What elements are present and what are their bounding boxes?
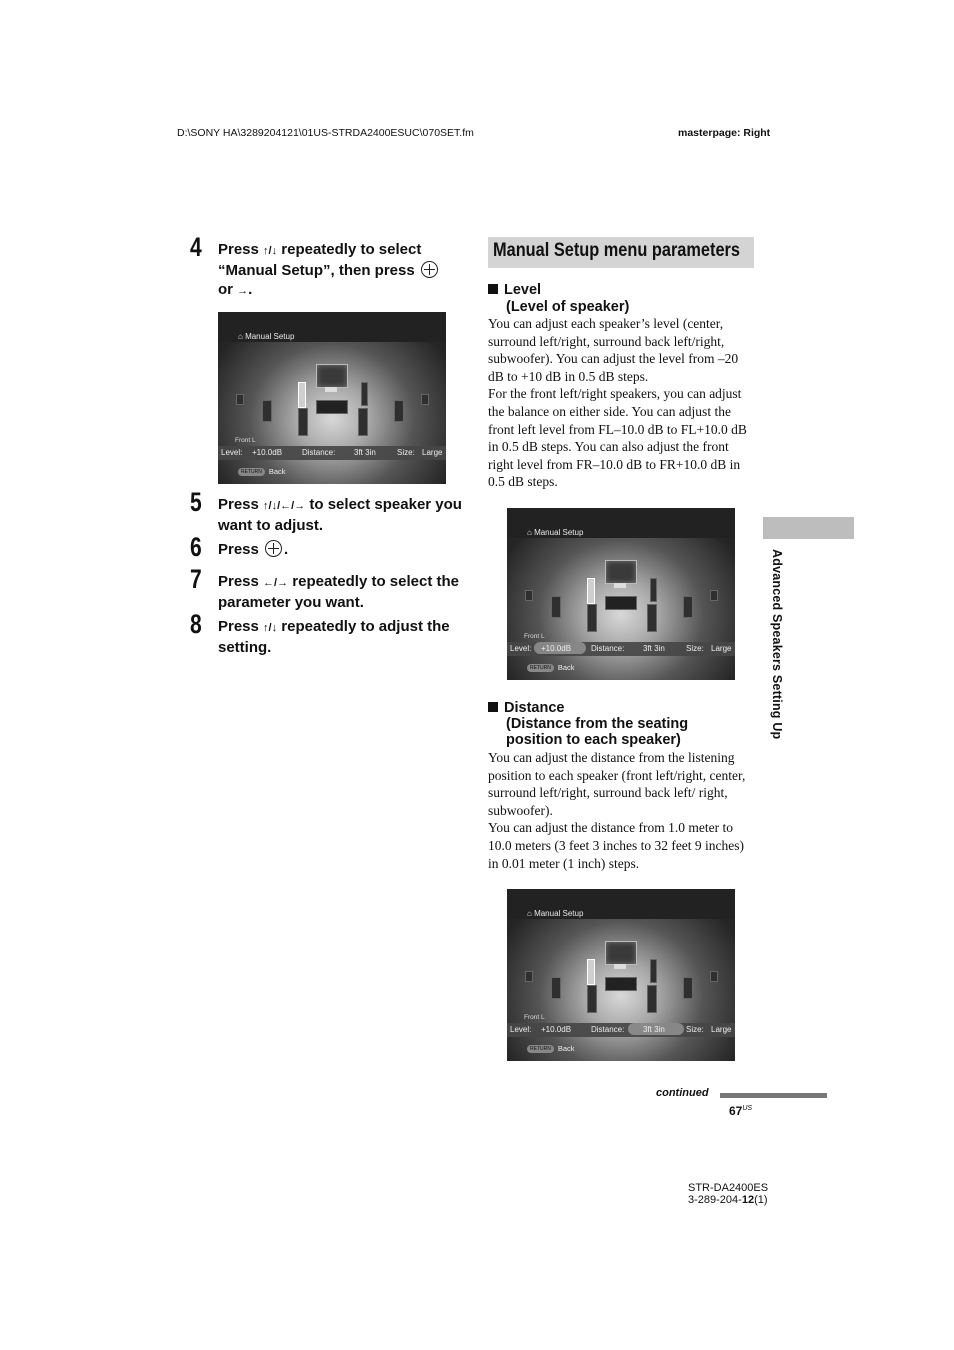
step-number: 6 — [190, 532, 202, 562]
status-bar: Level: +10.0dB Distance: 3ft 3in Size: Large — [218, 446, 446, 460]
surround-back-right-speaker-icon — [394, 400, 404, 422]
speaker-icon — [587, 985, 597, 1013]
tv-icon — [316, 364, 348, 388]
step-number: 7 — [190, 564, 202, 594]
bullet-square-icon — [488, 284, 498, 294]
step-number: 8 — [190, 609, 202, 639]
screen-title: ⌂ Manual Setup — [527, 909, 584, 918]
selected-speaker-label: Front L — [524, 633, 545, 640]
distance-subheading: (Distance from the seating — [506, 716, 689, 732]
center-speaker-icon — [605, 977, 637, 991]
surround-back-right-speaker-icon — [683, 977, 693, 999]
front-left-speaker-icon — [298, 382, 306, 408]
right-arrow-icon: → — [237, 285, 249, 297]
step-instruction: Press ↑/↓/←/→ to select speaker you want to adjust. — [218, 496, 462, 534]
status-bar: Level: +10.0dB Distance: 3ft 3in Size: Large — [507, 642, 735, 656]
speaker-icon — [587, 604, 597, 632]
return-hint: RETURN Back — [238, 467, 286, 476]
return-hint: RETURN Back — [527, 663, 575, 672]
front-left-speaker-icon — [587, 959, 595, 985]
masterpage-label: masterpage: Right — [678, 127, 771, 139]
surround-right-speaker-icon — [710, 971, 718, 982]
tv-icon — [605, 560, 637, 584]
selected-speaker-label: Front L — [524, 1014, 545, 1021]
page-number: $67^{US}$ — [729, 1104, 753, 1118]
level-screenshot — [507, 508, 735, 680]
front-right-speaker-icon — [361, 382, 368, 406]
bullet-square-icon — [488, 702, 498, 712]
center-speaker-icon — [316, 400, 348, 414]
selected-speaker-label: Front L — [235, 437, 256, 444]
left-right-arrow-icon: ←/→ — [263, 577, 289, 589]
speaker-icon — [358, 408, 368, 436]
enter-button-icon — [421, 261, 438, 278]
document-code: 3-289-204-12(1) — [688, 1194, 768, 1206]
speaker-icon — [298, 408, 308, 436]
distance-screenshot — [507, 889, 735, 1061]
tv-icon — [605, 941, 637, 965]
continued-label: continued — [656, 1087, 709, 1099]
chapter-label: Advanced Speakers Setting Up — [770, 549, 784, 740]
level-description: You can adjust each speaker’s level (center, surround left/right, surround back left/right, subwoofer). You can adjust the level from –20 dB to +10 dB in 0.5 dB steps. For the front left/right speakers, you can adjust the balance on either side. You can adjust the front left level from FL–10.0 dB to FL+10.0 dB in 0.5 dB steps. You can also adjust the front right level from FR–10.0 dB to FR+10.0 dB in 0.5 dB steps. — [488, 316, 747, 490]
center-speaker-icon — [605, 596, 637, 610]
step-instruction — [218, 240, 468, 301]
step-number: 5 — [190, 487, 202, 517]
status-bar: Level: +10.0dB Distance: 3ft 3in Size: Large — [507, 1023, 735, 1037]
surround-left-speaker-icon — [236, 394, 244, 405]
surround-back-left-speaker-icon — [262, 400, 272, 422]
front-left-speaker-icon — [587, 578, 595, 604]
surround-back-right-speaker-icon — [683, 596, 693, 618]
continued-bar — [720, 1093, 827, 1098]
file-path: D:\SONY HA\3289204121\01US-STRDA2400ESUC\070SET.fm — [177, 127, 474, 139]
surround-left-speaker-icon — [525, 971, 533, 982]
up-down-arrow-icon: ↑/↓ — [263, 245, 278, 257]
distance-description: You can adjust the distance from the listening position to each speaker (front left/right, center, surround left/right, surround back left/ right, subwoofer). You can adjust the distance from 1.0 meter to 10.0 meters (3 feet 3 inches to 32 feet 9 inches) in 0.01 meter (1 inch) steps. — [488, 750, 746, 871]
up-down-arrow-icon: ↑/↓ — [263, 622, 278, 634]
return-hint: RETURN Back — [527, 1044, 575, 1053]
step-text-part: . — [248, 281, 253, 298]
step-number: 4 — [190, 232, 202, 262]
section-heading: Manual Setup menu parameters — [488, 237, 754, 268]
step-instruction: Press ←/→ repeatedly to select the parameter you want. — [218, 573, 460, 611]
step-instruction: Press ↑/↓ repeatedly to adjust the setting. — [218, 618, 450, 656]
screen-title: ⌂ Manual Setup — [527, 528, 584, 537]
level-heading: Level — [488, 282, 541, 298]
surround-right-speaker-icon — [421, 394, 429, 405]
distance-subheading: position to each speaker) — [506, 732, 681, 748]
direction-arrows-icon: ↑/↓/←/→ — [263, 500, 306, 512]
chapter-tab — [763, 517, 854, 539]
step-text-part: repeatedly to select “Manual Setup”, then press — [218, 241, 422, 279]
front-right-speaker-icon — [650, 578, 657, 602]
surround-left-speaker-icon — [525, 590, 533, 601]
level-subheading: (Level of speaker) — [506, 299, 630, 315]
speaker-icon — [647, 604, 657, 632]
screen-title: ⌂ Manual Setup — [238, 332, 295, 341]
surround-right-speaker-icon — [710, 590, 718, 601]
distance-heading: Distance — [488, 700, 564, 716]
front-right-speaker-icon — [650, 959, 657, 983]
enter-button-icon — [265, 540, 282, 557]
step-text-part: Press — [218, 241, 264, 258]
model-number: STR-DA2400ES — [688, 1182, 769, 1194]
surround-back-left-speaker-icon — [551, 977, 561, 999]
speaker-icon — [647, 985, 657, 1013]
surround-back-left-speaker-icon — [551, 596, 561, 618]
step-instruction: Press . — [218, 541, 289, 558]
step-text-part: or — [218, 281, 238, 298]
manual-setup-screenshot — [218, 312, 446, 484]
